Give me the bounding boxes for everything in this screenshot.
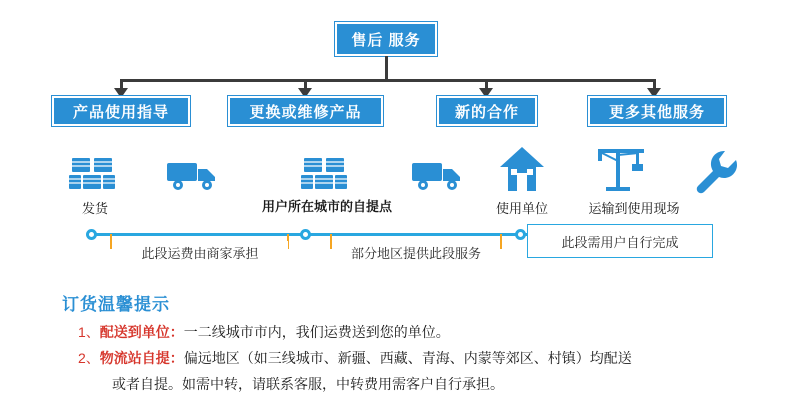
icon-label-3: 用户所在城市的自提点 [261,199,392,214]
node-child-2 [228,96,383,126]
note-item-3-body: 或者自提。如需中转，请联系客服，中转费用需客户自行承担。 [112,376,504,392]
truck-icon [410,155,466,195]
timeline-segment-2 [332,241,500,263]
node-root-label: 售后 服务 [351,31,421,49]
timeline-dot-2 [300,229,311,240]
timeline-segment-1 [112,241,288,263]
timeline-segment-3-label: 此段需用户自行完成 [561,234,679,250]
timeline-segment-3 [527,224,713,258]
notes-title: 订货温馨提示 [62,295,170,314]
note-item-1-num: 1、 [78,324,100,340]
node-child-1 [52,96,190,126]
timeline-dot-1 [86,229,97,240]
crane-icon-glyph [592,143,648,195]
icon-label-6: 运输到使用现场 [588,201,680,216]
timeline-segment-2-label: 部分地区提供此段服务 [350,245,481,261]
timeline-segment-1-label: 此段运费由商家承担 [141,245,259,261]
note-item-2-key: 物流站自提： [99,350,184,366]
boxes-icon [300,148,354,196]
truck-icon-glyph [410,155,466,195]
node-child-2-label: 更换或维修产品 [249,103,362,121]
truck-icon-glyph [165,155,221,195]
note-item-2 [78,348,632,368]
icon-label-5: 使用单位 [495,201,548,216]
timeline-tick-4 [500,234,502,249]
crane-icon [592,143,648,195]
wrench-icon [692,148,740,194]
icon-label-1: 发货 [81,201,108,216]
truck-icon [165,155,221,195]
node-root [335,22,437,56]
connector-root-vertical [385,56,388,80]
timeline-dot-3 [515,229,526,240]
note-item-2-num: 2、 [78,350,100,366]
note-item-2-body: 偏远地区（如三线城市、新疆、西藏、青海、内蒙等郊区、村镇）均配送 [183,350,632,366]
house-icon [498,145,546,195]
note-item-3 [112,374,504,394]
house-icon-glyph [498,145,546,195]
note-item-1-body: 一二线城市市内，我们运费送到您的单位。 [183,324,450,340]
wrench-icon-glyph [692,148,740,194]
node-child-4 [588,96,726,126]
node-child-3 [437,96,537,126]
node-child-3-label: 新的合作 [454,103,519,121]
note-item-1-key: 配送到单位： [99,324,184,340]
boxes-icon-glyph [68,148,122,196]
node-child-4-label: 更多其他服务 [608,103,705,121]
node-child-1-label: 产品使用指导 [72,103,169,121]
boxes-icon-glyph [300,148,354,196]
note-item-1 [78,322,450,342]
boxes-icon [68,148,122,196]
connector-horizontal-bus [120,79,655,82]
